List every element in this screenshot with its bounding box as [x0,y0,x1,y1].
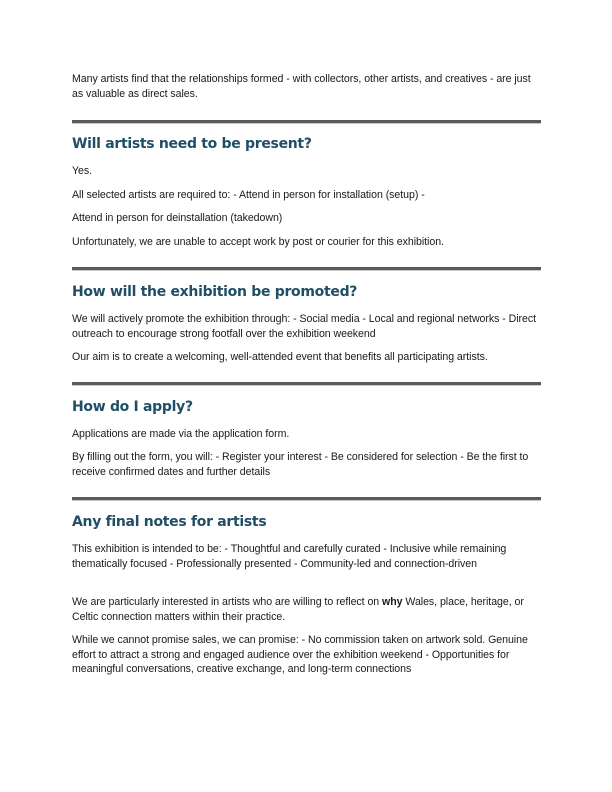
interest-text-bold: why [382,596,403,608]
interest-text-before: We are particularly interested in artists who are willing to reflect on [72,596,383,608]
paragraph: We will actively promote the exhibition through: - Social media - Local and regional networks - Direct outreach to encourage strong footfall over the exhibition weekend [72,313,536,340]
paragraph: By filling out the form, you will: - Register your interest - Be considered for selection - Be the first to receive confirmed dates and further details [72,451,529,478]
interest-text-after: Wales, place, heritage, or Celtic connection matters within their practice. [72,596,524,623]
section-divider [72,120,541,124]
paragraph: Applications are made via the application form. [72,428,290,440]
section-heading: How will the exhibition be promoted? [72,284,358,300]
paragraph: Unfortunately, we are unable to accept work by post or courier for this exhibition. [72,236,444,248]
paragraph: This exhibition is intended to be: - Thoughtful and carefully curated - Inclusive while remaining thematically focused - Professionally presented - Community-led and connection-driven [72,543,507,570]
intro-paragraph: Many artists find that the relationships formed - with collectors, other artists, and creatives - are just as valuable as direct sales. [72,73,531,100]
paragraph: Attend in person for deinstallation (takedown) [72,212,283,224]
paragraph: Yes. [72,165,93,177]
section-divider [72,382,541,386]
closing-paragraph: While we cannot promise sales, we can promise: - No commission taken on artwork sold. Genuine effort to attract a strong and engaged audience over the exhibition weekend - Opportunities for meaningful conversations, creative exchange, and long-term connections [72,634,528,676]
section-heading: How do I apply? [72,399,193,415]
section-heading: Any final notes for artists [72,514,267,530]
interest-paragraph [72,595,542,624]
section-divider [72,497,541,501]
paragraph: All selected artists are required to: - Attend in person for installation (setup) - [72,189,425,201]
section-heading: Will artists need to be present? [72,136,312,152]
section-divider [72,267,541,271]
paragraph: Our aim is to create a welcoming, well-attended event that benefits all participating artists. [72,351,488,363]
